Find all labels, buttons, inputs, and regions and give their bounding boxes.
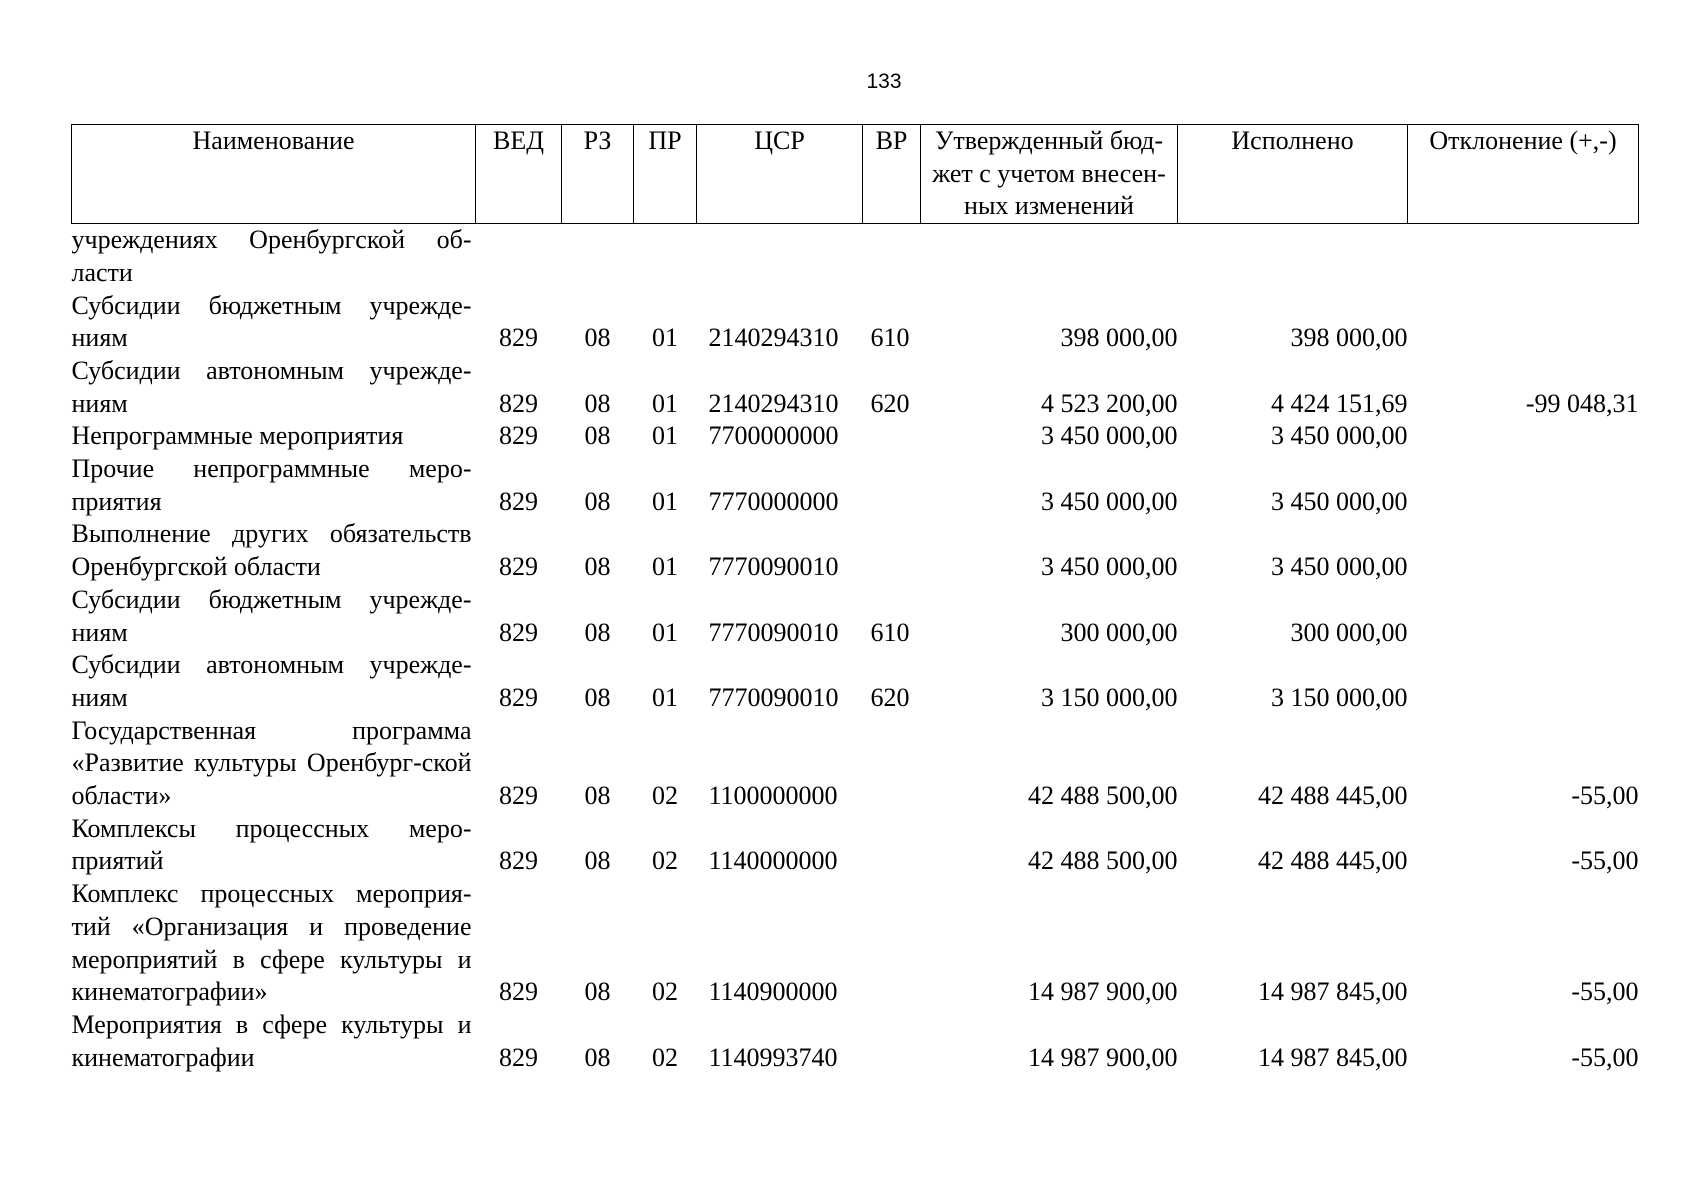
cell-csr: 2140294310 <box>708 323 839 353</box>
cell-executed: 3 450 000,00 <box>1271 552 1408 582</box>
cell-deviation <box>1408 224 1639 290</box>
cell-vr <box>863 453 921 518</box>
cell-name: Субсидии автономным учрежде-ниям <box>71 355 472 418</box>
cell-csr: 7770090010 <box>708 682 839 712</box>
cell-deviation: -55,00 <box>1571 846 1639 876</box>
cell-ved: 829 <box>499 781 538 811</box>
header-pr: ПР <box>634 125 697 224</box>
cell-ved <box>476 224 562 290</box>
cell-name: Субсидии бюджетным учрежде-ниям <box>71 584 472 647</box>
cell-pr <box>634 224 697 290</box>
cell-pr: 01 <box>652 486 678 516</box>
page-number: 133 <box>866 70 902 93</box>
cell-rz: 08 <box>584 552 611 582</box>
table-row <box>72 715 1639 813</box>
cell-vr <box>863 224 921 290</box>
budget-execution-table <box>71 124 1639 1074</box>
header-vr: ВР <box>863 125 921 224</box>
header-name: Наименование <box>72 125 476 224</box>
cell-name: Выполнение других обязательств Оренбургской области <box>71 519 472 582</box>
cell-pr: 01 <box>652 388 678 418</box>
cell-csr: 2140294310 <box>708 388 839 418</box>
cell-budget: 14 987 900,00 <box>1028 977 1178 1007</box>
cell-name: Субсидии автономным учрежде-ниям <box>71 650 472 712</box>
cell-pr: 02 <box>652 781 678 811</box>
cell-csr: 1140900000 <box>708 977 838 1007</box>
cell-executed: 14 987 845,00 <box>1258 1042 1408 1072</box>
cell-executed: 3 450 000,00 <box>1271 421 1408 451</box>
cell-deviation <box>1408 290 1639 355</box>
cell-ved: 829 <box>499 552 538 582</box>
cell-executed: 300 000,00 <box>1290 617 1408 647</box>
cell-budget: 42 488 500,00 <box>1028 846 1178 876</box>
cell-name: Комплекс процессных мероприя-тий «Организация и проведение мероприятий в сфере культуры и кинематографии» <box>71 879 472 1007</box>
cell-budget: 3 450 000,00 <box>1041 486 1178 516</box>
header-deviation: Отклонение (+,-) <box>1408 125 1639 224</box>
cell-budget <box>921 224 1178 290</box>
cell-ved: 829 <box>499 1042 538 1072</box>
table-row <box>72 584 1639 649</box>
cell-csr: 7770000000 <box>708 486 839 516</box>
table-row <box>72 224 1639 290</box>
cell-ved: 829 <box>499 421 538 451</box>
header-rz: РЗ <box>562 125 634 224</box>
header-csr: ЦСР <box>697 125 863 224</box>
cell-executed: 4 424 151,69 <box>1271 388 1408 418</box>
cell-executed: 42 488 445,00 <box>1258 781 1408 811</box>
cell-vr <box>863 813 921 878</box>
cell-vr: 610 <box>870 617 910 647</box>
cell-pr: 02 <box>652 977 678 1007</box>
cell-budget: 3 450 000,00 <box>1041 552 1178 582</box>
table-row <box>72 290 1639 355</box>
cell-rz: 08 <box>584 781 611 811</box>
table-row <box>72 813 1639 878</box>
cell-csr <box>697 224 863 290</box>
table-row <box>72 453 1639 518</box>
cell-ved: 829 <box>499 846 538 876</box>
cell-rz: 08 <box>584 421 611 451</box>
cell-rz: 08 <box>584 486 611 516</box>
cell-pr: 02 <box>652 1042 678 1072</box>
table-header <box>72 125 1639 224</box>
cell-rz <box>562 224 634 290</box>
cell-deviation: -99 048,31 <box>1525 388 1639 418</box>
cell-executed: 42 488 445,00 <box>1258 846 1408 876</box>
cell-deviation <box>1408 584 1639 649</box>
cell-budget: 398 000,00 <box>1060 323 1178 353</box>
cell-name: Государственная программа «Развитие культуры Оренбург-ской области» <box>71 715 472 811</box>
cell-pr: 02 <box>652 846 678 876</box>
cell-csr: 7700000000 <box>708 421 839 451</box>
cell-rz: 08 <box>584 1042 611 1072</box>
cell-rz: 08 <box>584 388 611 418</box>
table-row <box>72 649 1639 714</box>
cell-rz: 08 <box>584 846 611 876</box>
cell-budget: 3 150 000,00 <box>1041 682 1178 712</box>
cell-ved: 829 <box>499 486 538 516</box>
cell-name: Непрограммные мероприятия <box>71 421 404 451</box>
cell-deviation: -55,00 <box>1571 1042 1639 1072</box>
cell-deviation: -55,00 <box>1571 977 1639 1007</box>
cell-name: Комплексы процессных меро-приятий <box>71 813 472 876</box>
cell-rz: 08 <box>584 682 611 712</box>
cell-vr: 610 <box>870 323 910 353</box>
cell-rz: 08 <box>584 617 611 647</box>
cell-ved: 829 <box>499 682 538 712</box>
cell-ved: 829 <box>499 388 538 418</box>
cell-executed: 3 150 000,00 <box>1271 682 1408 712</box>
cell-pr: 01 <box>652 617 678 647</box>
cell-ved: 829 <box>499 323 538 353</box>
cell-deviation: -55,00 <box>1571 781 1639 811</box>
cell-csr: 1140993740 <box>708 1042 838 1072</box>
cell-pr: 01 <box>652 421 678 451</box>
cell-deviation <box>1408 420 1639 453</box>
cell-name: Мероприятия в сфере культуры и кинематографии <box>71 1009 472 1072</box>
cell-vr <box>863 715 921 813</box>
cell-budget: 4 523 200,00 <box>1041 388 1178 418</box>
cell-rz: 08 <box>584 977 611 1007</box>
cell-executed: 14 987 845,00 <box>1258 977 1408 1007</box>
header-ved: ВЕД <box>476 125 562 224</box>
cell-vr: 620 <box>870 388 910 418</box>
cell-vr <box>863 518 921 583</box>
cell-name: Субсидии бюджетным учрежде-ниям <box>71 290 472 353</box>
cell-csr: 7770090010 <box>708 617 839 647</box>
cell-budget: 14 987 900,00 <box>1028 1042 1178 1072</box>
cell-vr <box>863 1009 921 1074</box>
table-body <box>72 224 1639 1075</box>
table-row <box>72 355 1639 420</box>
cell-budget: 42 488 500,00 <box>1028 781 1178 811</box>
cell-deviation <box>1408 649 1639 714</box>
table-row <box>72 1009 1639 1074</box>
cell-csr: 1140000000 <box>708 846 838 876</box>
header-executed: Исполнено <box>1178 125 1408 224</box>
cell-executed: 3 450 000,00 <box>1271 486 1408 516</box>
cell-executed: 398 000,00 <box>1290 323 1408 353</box>
cell-pr: 01 <box>652 682 678 712</box>
cell-name: учреждениях Оренбургской об-ласти <box>71 225 472 287</box>
table-row <box>72 518 1639 583</box>
table-row <box>72 420 1639 453</box>
cell-executed <box>1178 224 1408 290</box>
cell-csr: 7770090010 <box>708 552 839 582</box>
cell-budget: 3 450 000,00 <box>1041 421 1178 451</box>
cell-pr: 01 <box>652 323 678 353</box>
cell-vr: 620 <box>870 682 910 712</box>
cell-name: Прочие непрограммные меро-приятия <box>71 454 472 516</box>
cell-rz: 08 <box>584 323 611 353</box>
cell-deviation <box>1408 518 1639 583</box>
cell-vr <box>863 878 921 1009</box>
cell-csr: 1100000000 <box>708 781 838 811</box>
cell-vr <box>863 420 921 453</box>
cell-ved: 829 <box>499 617 538 647</box>
cell-budget: 300 000,00 <box>1060 617 1178 647</box>
cell-deviation <box>1408 453 1639 518</box>
header-budget: Утвержденный бюд-жет с учетом внесен-ных изменений <box>921 125 1178 224</box>
cell-pr: 01 <box>652 552 678 582</box>
table-row <box>72 878 1639 1009</box>
cell-ved: 829 <box>499 977 538 1007</box>
